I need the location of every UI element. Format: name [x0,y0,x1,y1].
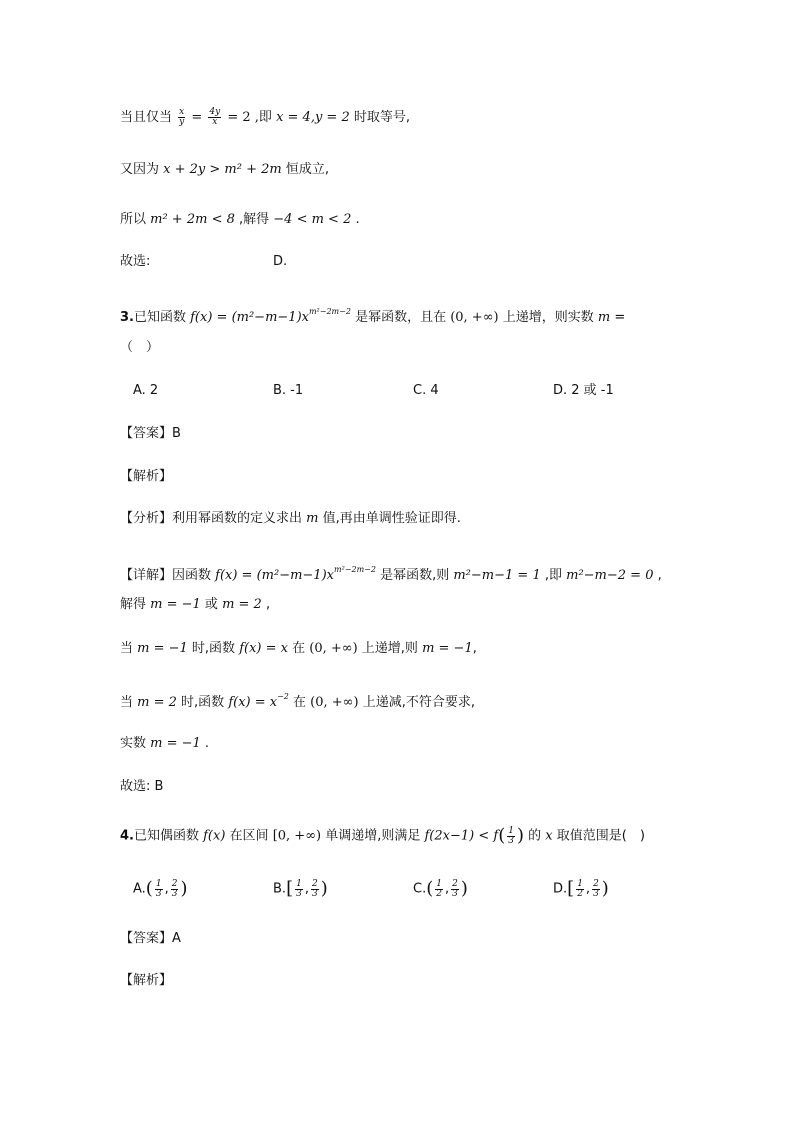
analysis-title: 【解析】 [120,469,173,484]
proof-line-1: 当且仅当 $\frac{x}{y}$ = $\frac{4y}{x}$ = 2 ,即 x = 4,y = 2 时取等号, [120,107,410,127]
question-3-stem: 3.已知函数 $f(x) = (m^2-m-1)x^{m^2-2m-2}$ 是幂函数，且在 (0, +∞) 上递增，则实数 m = [120,307,626,325]
detail-line-1: 【详解】因函数 $f(x) = (m^2-m-1)x^{m^2-2m-2}$ 是幂函数,则 m²−m−1 = 1 ,即 m²−m−2 = 0 , [120,565,662,583]
text: 当且仅当 [120,110,173,125]
option-b[interactable]: B.[ $\frac{1}{3}$ , $\frac{2}{3}$ ) [273,878,328,899]
option-d[interactable]: D. 2 或 -1 [553,383,614,398]
choice-answer: D. [273,254,288,269]
detail-line-4: 当 m = 2 时,函数 $f(x) = x^{-2}$ 在 (0, +∞) 上递减,不符合要求, [120,692,475,710]
option-b[interactable]: B. -1 [273,383,304,398]
fraction-4y-over-x: $\frac{4y}{x}$ [209,107,221,127]
answer-label: 【答案】A [120,931,181,946]
analysis-title: 【解析】 [120,973,173,988]
detail-line-3: 当 m = −1 时,函数 f(x) = x 在 (0, +∞) 上递增,则 m = −1, [120,641,477,656]
detail-line-5: 实数 m = −1 . [120,736,210,751]
option-d[interactable]: D.[ $\frac{1}{2}$ , $\frac{2}{3}$ ) [553,878,609,899]
option-a[interactable]: A. 2 [133,383,159,398]
analysis-summary: 【分析】利用幂函数的定义求出 m 值,再由单调性验证即得. [120,511,461,526]
choice-line: 故选: [120,254,151,269]
proof-line-3: 所以 m² + 2m < 8 ,解得 −4 < m < 2 . [120,212,360,227]
option-a[interactable]: A.( $\frac{1}{3}$ , $\frac{2}{3}$ ) [133,878,188,899]
question-3-paren: （ ） [120,340,160,355]
question-4-stem: 4.已知偶函数 f(x) 在区间 [0, +∞) 单调递增,则满足 f(2x−1) < f( $\frac{1}{3}$ ) 的 x 取值范围是( ) [120,825,645,846]
option-c[interactable]: C. 4 [413,383,439,398]
fraction-x-over-y: $\frac{x}{y}$ [179,107,185,127]
detail-line-2: 解得 m = −1 或 m = 2 , [120,597,271,612]
proof-line-2: 又因为 x + 2y > m² + 2m 恒成立, [120,162,329,177]
option-c[interactable]: C.( $\frac{1}{2}$ , $\frac{2}{3}$ ) [413,878,468,899]
choose-line: 故选: B [120,779,164,794]
fraction-one-third: $\frac{1}{3}$ [508,825,514,846]
answer-label: 【答案】B [120,426,181,441]
